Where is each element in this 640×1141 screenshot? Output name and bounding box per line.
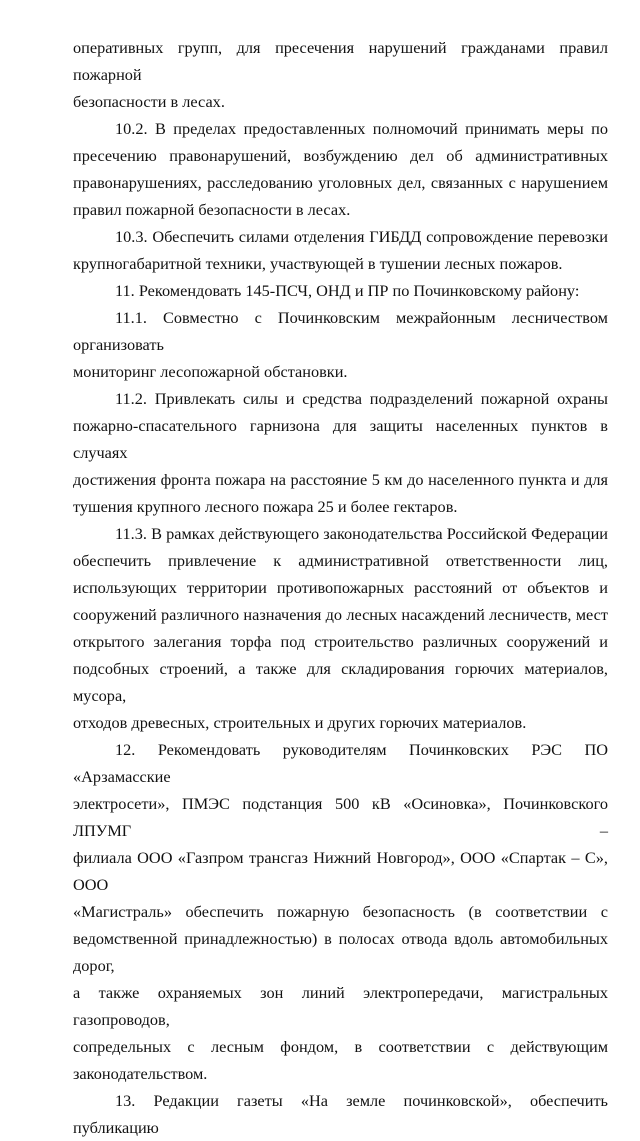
text-line: пожарно-спасательного гарнизона для защиты населенных пунктов в случаях: [73, 416, 608, 462]
text-line: законодательством.: [73, 1064, 208, 1083]
text-line: правил пожарной безопасности в лесах.: [73, 200, 351, 219]
text-line: филиала ООО «Газпром трансгаз Нижний Новгород», ООО «Спартак – С», ООО: [73, 848, 608, 894]
text-line: электросети», ПМЭС подстанция 500 кВ «Осиновка», Починковского ЛПУМГ –: [73, 794, 608, 840]
text-line: правонарушениях, расследованию уголовных дел, связанных с нарушением: [73, 173, 608, 192]
text-line: 11.3. В рамках действующего законодательства Российской Федерации: [115, 524, 608, 543]
text-line: пресечению правонарушений, возбуждению дел об административных: [73, 146, 608, 165]
text-line: крупногабаритной техники, участвующей в тушении лесных пожаров.: [73, 254, 563, 273]
text-line: использующих территории противопожарных расстояний от объектов и: [73, 578, 608, 597]
text-line: ведомственной принадлежностью) в полосах отвода вдоль автомобильных дорог,: [73, 929, 608, 975]
text-line: сопредельных с лесным фондом, в соответствии с действующим: [73, 1037, 608, 1056]
text-line: 10.3. Обеспечить силами отделения ГИБДД сопровождение перевозки: [115, 227, 608, 246]
text-line: подсобных строений, а также для складирования горючих материалов, мусора,: [73, 659, 608, 705]
text-line: сооружений различного назначения до лесных насаждений лесничеств, мест: [73, 605, 608, 624]
text-line: 10.2. В пределах предоставленных полномочий принимать меры по: [115, 119, 608, 138]
text-line: безопасности в лесах.: [73, 92, 225, 111]
text-line: 12. Рекомендовать руководителям Починковских РЭС ПО «Арзамасские: [73, 740, 608, 786]
text-line: обеспечить привлечение к административной ответственности лиц,: [73, 551, 608, 570]
text-line: достижения фронта пожара на расстояние 5 км до населенного пункта и для: [73, 470, 608, 489]
text-line: оперативных групп, для пресечения нарушений гражданами правил пожарной: [73, 38, 608, 84]
text-line: «Магистраль» обеспечить пожарную безопасность (в соответствии с: [73, 902, 608, 921]
text-line: отходов древесных, строительных и других горючих материалов.: [73, 713, 527, 732]
text-line: 11. Рекомендовать 145-ПСЧ, ОНД и ПР по Починковскому району:: [115, 281, 580, 300]
text-line: открытого залегания торфа под строительство различных сооружений и: [73, 632, 608, 651]
text-line: 11.2. Привлекать силы и средства подразделений пожарной охраны: [115, 389, 608, 408]
text-line: а также охраняемых зон линий электропередачи, магистральных газопроводов,: [73, 983, 608, 1029]
text-line: 13. Редакции газеты «На земле починковской», обеспечить публикацию: [73, 1091, 608, 1137]
document-body: [73, 34, 608, 1141]
text-line: мониторинг лесопожарной обстановки.: [73, 362, 348, 381]
text-line: тушения крупного лесного пожара 25 и более гектаров.: [73, 497, 458, 516]
text-line: 11.1. Совместно с Починковским межрайонным лесничеством организовать: [73, 308, 608, 354]
